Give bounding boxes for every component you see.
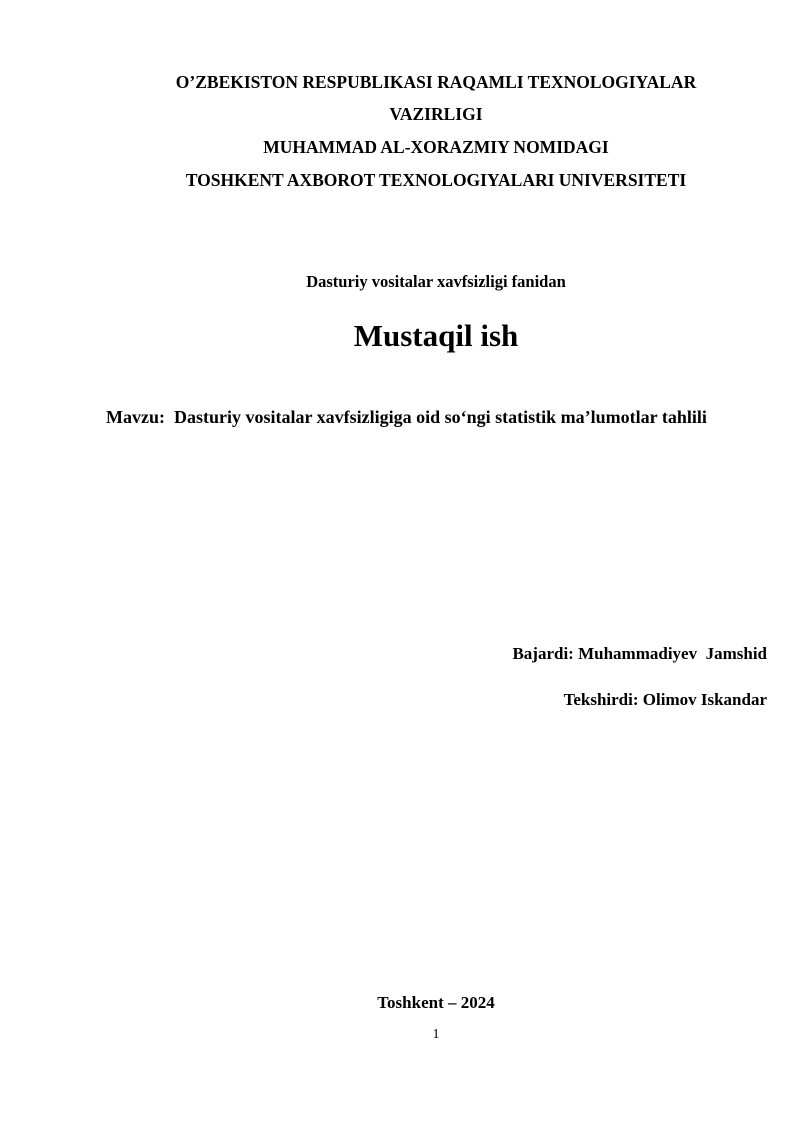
- city-year: Toshkent – 2024: [377, 993, 495, 1012]
- work-title: Mustaqil ish: [353, 318, 519, 353]
- performed-by: Bajardi: Muhammadiyev Jamshid: [512, 644, 767, 663]
- topic-label: Mavzu:: [106, 407, 165, 427]
- ministry-title-line-2: VAZIRLIGI: [389, 104, 483, 124]
- topic-text: Dasturiy vositalar xavfsizligiga oid so‘ngi statistik ma’lumotlar tahlili: [173, 407, 707, 427]
- ministry-title-line-1: O’ZBEKISTON RESPUBLIKASI RAQAMLI TEXNOLOGIYALAR: [175, 72, 697, 92]
- subject-line: Dasturiy vositalar xavfsizligi fanidan: [306, 272, 566, 291]
- university-title-line-1: MUHAMMAD AL-XORAZMIY NOMIDAGI: [263, 137, 609, 157]
- topic-block: [106, 403, 767, 431]
- page-number: 1: [432, 1027, 440, 1042]
- university-title-line-2: TOSHKENT AXBOROT TEXNOLOGIYALARI UNIVERSITETI: [185, 170, 687, 190]
- checked-by: Tekshirdi: Olimov Iskandar: [563, 690, 767, 709]
